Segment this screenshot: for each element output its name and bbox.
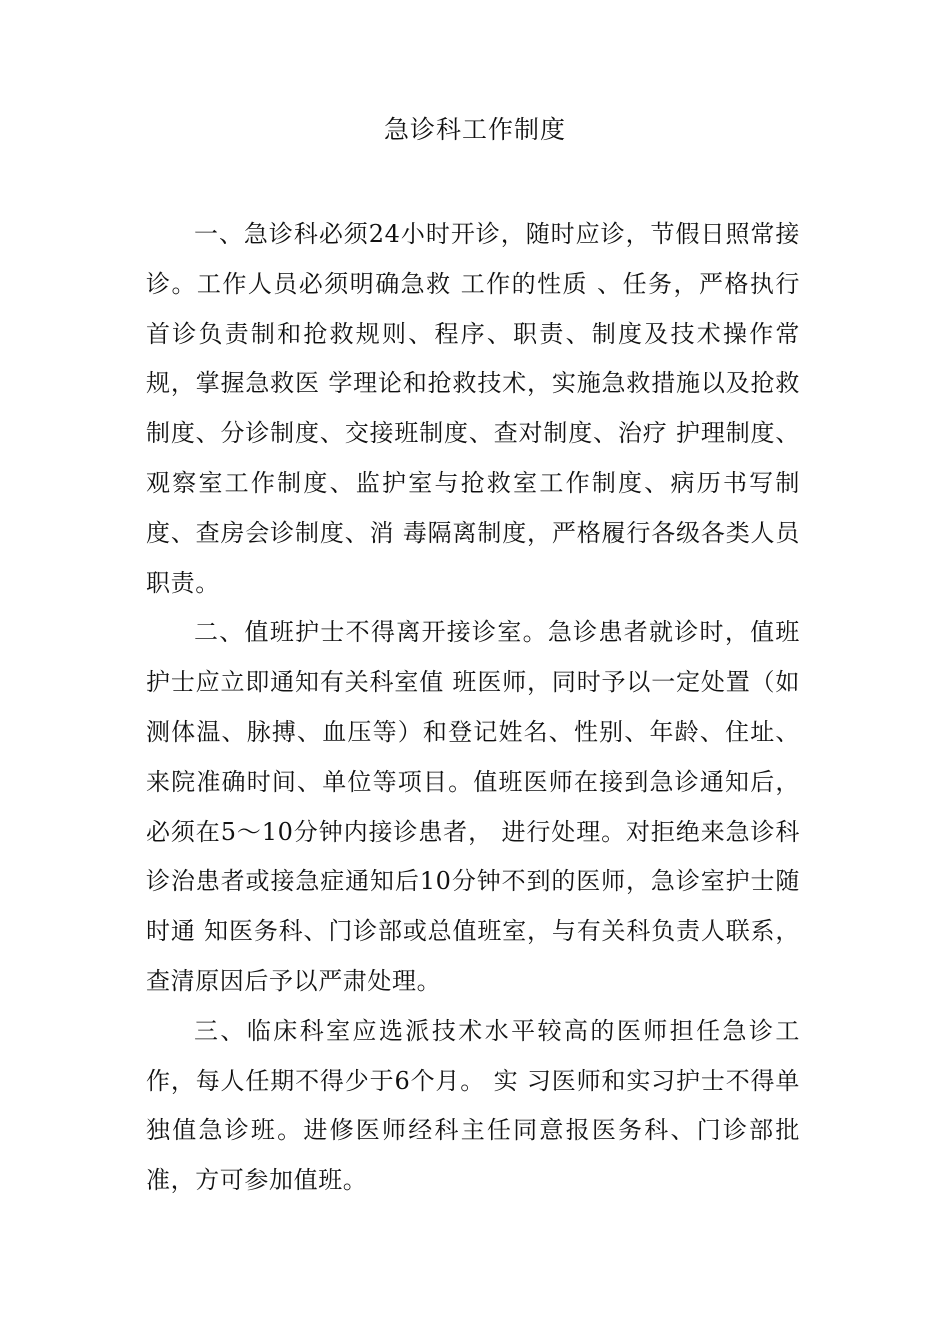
paragraph-2: 二、值班护士不得离开接诊室。急诊患者就诊时，值班护士应立即通知有关科室值 班医师，同时予以一定处置（如测体温、脉搏、血压等）和登记姓名、性别、年龄、住址、 来院准确时间、单位等项目。值班医师在接到急诊通知后，必须在5～10分钟内接诊患者， 进行处理。对拒绝来急诊科诊治患者或接急症通知后10分钟不到的医师，急诊室护士随时通 知医务科、门诊部或总值班室，与有关科负责人联系，查清原因后予以严肃处理。 <box>146 618 800 995</box>
paragraph-1: 一、急诊科必须24小时开诊，随时应诊，节假日照常接诊。工作人员必须明确急救 工作的性质 、任务，严格执行首诊负责制和抢救规则、程序、职责、制度及技术操作常规，掌握急救医 学理论和抢救技术，实施急救措施以及抢救制度、分诊制度、交接班制度、查对制度、治疗 护理制度、观察室工作制度、监护室与抢救室工作制度、病历书写制度、查房会诊制度、消 毒隔离制度，严格履行各级各类人员职责。 <box>146 220 800 597</box>
document-body <box>146 210 800 1206</box>
paragraph-3: 三、临床科室应选派技术水平较高的医师担任急诊工作，每人任期不得少于6个月。 实 习医师和实习护士不得单独值急诊班。进修医师经科主任同意报医务科、门诊部批准，方可参加值班。 <box>146 1016 800 1195</box>
document-title: 急诊科工作制度 <box>383 115 566 144</box>
